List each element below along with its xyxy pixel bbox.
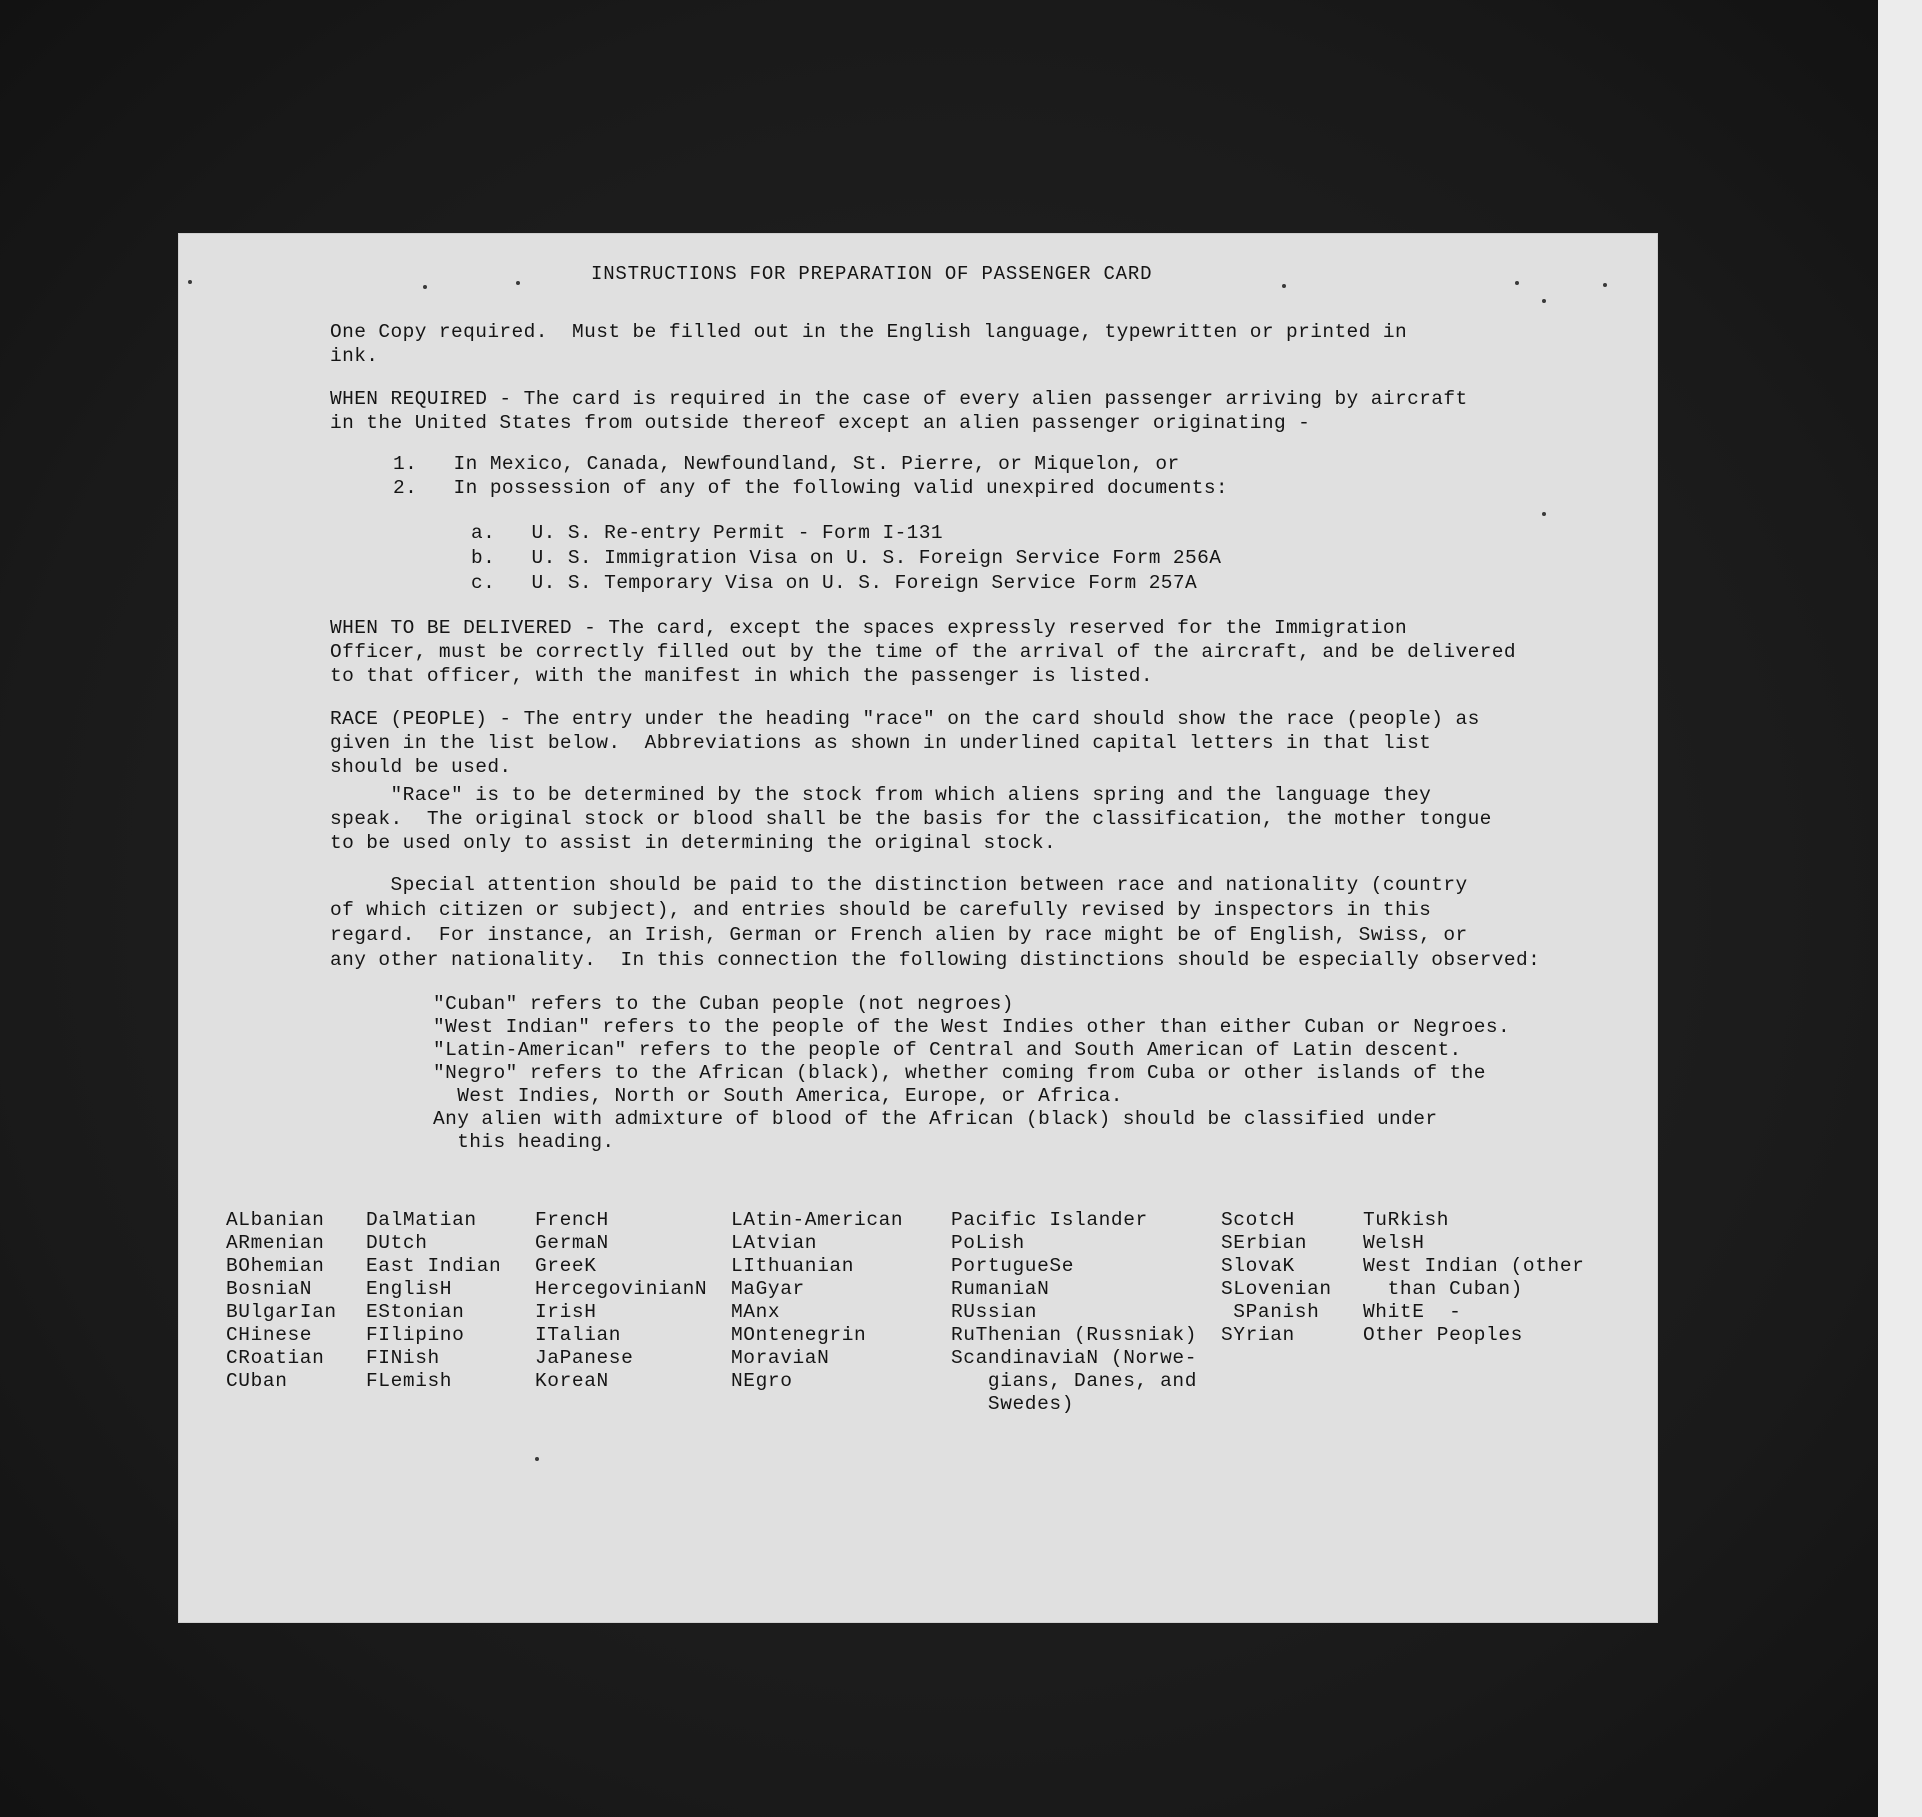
race-entry: GermaN [535,1232,609,1254]
race-entry: Swedes) [951,1393,1075,1415]
race-entry: MAnx [731,1301,781,1323]
when-delivered-line: WHEN TO BE DELIVERED - The card, except the spaces expressly reserved for the Immigration [330,617,1408,639]
intro-line: ink. [330,345,379,367]
race-entry: CRoatian [226,1347,325,1369]
race-entry: BUlgarIan [226,1301,337,1323]
race-entry: SlovaK [1221,1255,1295,1277]
race-entry: JaPanese [535,1347,634,1369]
distinction-line: "Cuban" refers to the Cuban people (not negroes) [433,993,1014,1015]
race-entry: gians, Danes, and [951,1370,1198,1392]
race-entry: RumaniaN [951,1278,1050,1300]
race-entry: FrencH [535,1209,609,1231]
speck [188,280,192,284]
race-entry: NEgro [731,1370,793,1392]
race-entry: HercegovinianN [535,1278,708,1300]
distinction-line: "Negro" refers to the African (black), whether coming from Cuba or other islands of the [433,1062,1486,1084]
speck [1603,283,1607,287]
race-entry: West Indian (other [1363,1255,1585,1277]
race-column-7 [1363,1209,1584,1347]
document-item: a. U. S. Re-entry Permit - Form I-131 [471,522,943,544]
race-entry: FLemish [366,1370,453,1392]
race-line: should be used. [330,756,512,778]
race-entry: FINish [366,1347,440,1369]
race-entry: MoraviaN [731,1347,830,1369]
speck [1515,281,1519,285]
special-line: Special attention should be paid to the distinction between race and nationality (country [330,874,1468,896]
race-entry: ScandinaviaN (Norwe- [951,1347,1198,1369]
when-required-paragraph [330,387,1620,435]
race-entry: CUban [226,1370,288,1392]
race-entry: than Cuban) [1363,1278,1523,1300]
race-stock-line: speak. The original stock or blood shall be the basis for the classification, the mother tongue [330,808,1492,830]
intro-line: One Copy required. Must be filled out in the English language, typewritten or printed in [330,321,1408,343]
speck [1282,284,1286,288]
document-item: b. U. S. Immigration Visa on U. S. Foreign Service Form 256A [471,547,1222,569]
race-entry: SPanish [1221,1301,1320,1323]
race-entry: SErbian [1221,1232,1308,1254]
when-delivered-line: Officer, must be correctly filled out by the time of the arrival of the aircraft, and be delivered [330,641,1516,663]
race-entry: ALbanian [226,1209,325,1231]
distinction-line: Any alien with admixture of blood of the African (black) should be classified under [433,1108,1438,1130]
intro-paragraph [330,320,1620,368]
when-required-line: in the United States from outside thereof except an alien passenger originating - [330,412,1311,434]
distinction-line: "Latin-American" refers to the people of Central and South American of Latin descent. [433,1039,1462,1061]
race-stock-line: to be used only to assist in determining the original stock. [330,832,1057,854]
race-entry: MOntenegrin [731,1324,867,1346]
special-line: any other nationality. In this connection the following distinctions should be especially observed: [330,949,1541,971]
card-title: INSTRUCTIONS FOR PREPARATION OF PASSENGER CARD [591,263,1153,285]
distinction-line: West Indies, North or South America, Europe, or Africa. [433,1085,1123,1107]
documents-list [471,521,1761,596]
race-entry: ITalian [535,1324,622,1346]
instruction-card [178,233,1658,1623]
race-column-3 [535,1209,707,1393]
race-entry: CHinese [226,1324,313,1346]
race-line: given in the list below. Abbreviations as shown in underlined capital letters in that list [330,732,1432,754]
race-entry: TuRkish [1363,1209,1450,1231]
race-stock-line: "Race" is to be determined by the stock from which aliens spring and the language they [330,784,1432,806]
race-entry: ScotcH [1221,1209,1295,1231]
race-entry: BosniaN [226,1278,313,1300]
special-line: regard. For instance, an Irish, German or French alien by race might be of English, Swiss, or [330,924,1468,946]
race-entry: SLovenian [1221,1278,1332,1300]
distinctions-list [433,993,1723,1154]
when-delivered-paragraph [330,616,1620,688]
special-line: of which citizen or subject), and entries should be carefully revised by inspectors in this [330,899,1432,921]
special-attention-paragraph [330,873,1620,973]
speck [516,281,520,285]
numbered-item: 2. In possession of any of the following valid unexpired documents: [393,477,1229,499]
race-entry: GreeK [535,1255,597,1277]
numbered-list [393,452,1683,500]
race-column-6 [1221,1209,1332,1347]
film-edge [1878,0,1922,1817]
race-entry: KoreaN [535,1370,609,1392]
when-delivered-line: to that officer, with the manifest in which the passenger is listed. [330,665,1153,687]
race-entry: RuThenian (Russniak) [951,1324,1198,1346]
speck [1542,299,1546,303]
race-entry: PoLish [951,1232,1025,1254]
race-entry: WhitE - [1363,1301,1462,1323]
race-entry: ARmenian [226,1232,325,1254]
race-entry: LAtin-American [731,1209,904,1231]
race-entry: BOhemian [226,1255,325,1277]
race-column-5 [951,1209,1197,1416]
distinction-line: "West Indian" refers to the people of the West Indies other than either Cuban or Negroes. [433,1016,1511,1038]
race-column-1 [226,1209,337,1393]
race-entry: LAtvian [731,1232,818,1254]
race-line: RACE (PEOPLE) - The entry under the heading "race" on the card should show the race (people) as [330,708,1480,730]
race-paragraph [330,707,1620,779]
race-stock-paragraph [330,783,1620,855]
race-entry: LIthuanian [731,1255,855,1277]
race-entry: FIlipino [366,1324,465,1346]
document-item: c. U. S. Temporary Visa on U. S. Foreign Service Form 257A [471,572,1198,594]
race-column-4 [731,1209,903,1393]
speck [535,1457,539,1461]
race-entry: DUtch [366,1232,428,1254]
race-entry: EStonian [366,1301,465,1323]
when-required-line: WHEN REQUIRED - The card is required in the case of every alien passenger arriving by aircraft [330,388,1468,410]
race-entry: SYrian [1221,1324,1295,1346]
numbered-item: 1. In Mexico, Canada, Newfoundland, St. Pierre, or Miquelon, or [393,453,1180,475]
race-entry: RUssian [951,1301,1038,1323]
race-entry: WelsH [1363,1232,1425,1254]
race-entry: DalMatian [366,1209,477,1231]
race-entry: East Indian [366,1255,502,1277]
race-entry: PortugueSe [951,1255,1075,1277]
speck [1542,512,1546,516]
speck [423,285,427,289]
race-entry: EnglisH [366,1278,453,1300]
race-entry: MaGyar [731,1278,805,1300]
race-entry: Other Peoples [1363,1324,1523,1346]
race-entry: Pacific Islander [951,1209,1148,1231]
distinction-line: this heading. [433,1131,615,1153]
race-entry: IrisH [535,1301,597,1323]
race-column-2 [366,1209,501,1393]
